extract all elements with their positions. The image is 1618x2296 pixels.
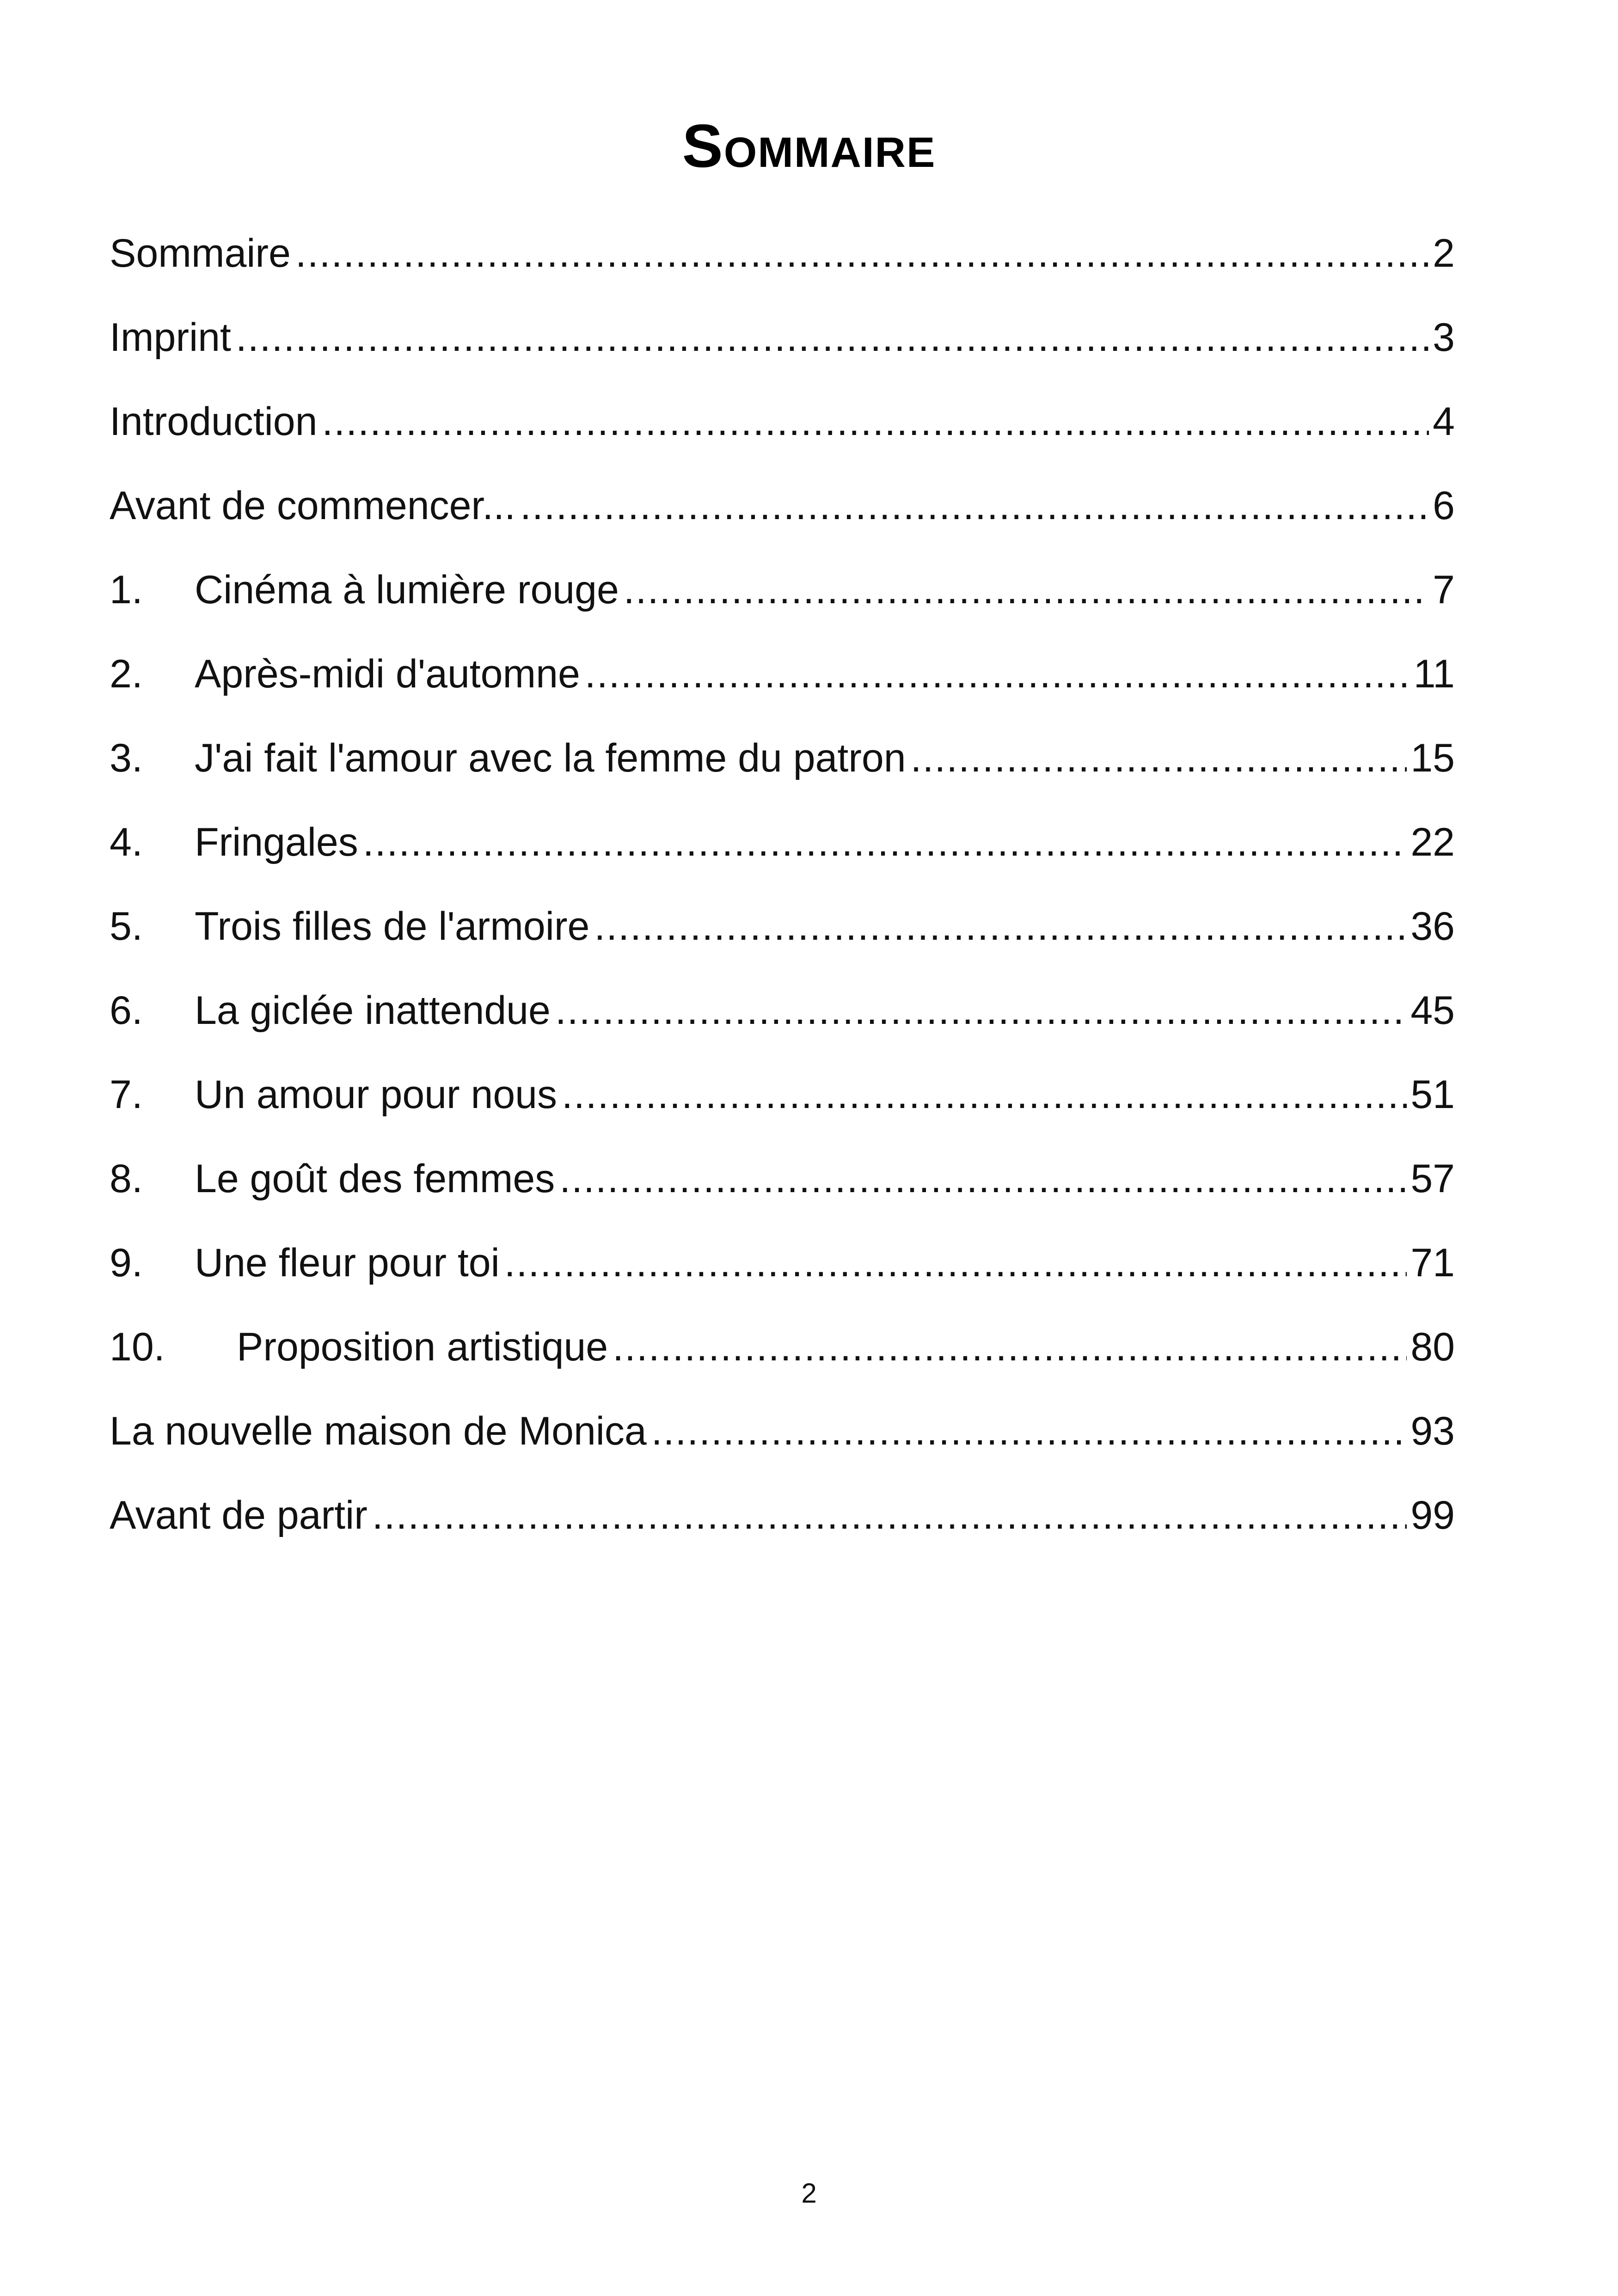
toc-entry-number: 5. <box>110 904 143 949</box>
toc-entry-title: Avant de commencer... <box>110 484 515 528</box>
toc-entry-title: La giclée inattendue <box>195 988 551 1033</box>
toc-entry-number: 2. <box>110 652 143 696</box>
dot-leader <box>613 1327 1407 1367</box>
toc-entry-title: Cinéma à lumière rouge <box>195 568 619 612</box>
toc-entry-page: 4 <box>1433 399 1455 444</box>
dot-leader <box>555 991 1407 1030</box>
dot-leader <box>559 1159 1407 1199</box>
dot-leader <box>236 318 1429 357</box>
table-of-contents <box>110 233 1455 1580</box>
toc-entry-page: 3 <box>1433 315 1455 360</box>
toc-entry-chapter-7[interactable] <box>110 1072 1455 1159</box>
toc-entry-title: Fringales <box>195 820 358 864</box>
dot-leader <box>520 486 1429 526</box>
toc-entry-page: 36 <box>1410 904 1455 949</box>
toc-entry-title: Une fleur pour toi <box>195 1241 500 1285</box>
dot-leader <box>363 822 1407 862</box>
toc-entry-page: 15 <box>1410 736 1455 780</box>
toc-entry-page: 6 <box>1433 484 1455 528</box>
toc-entry-page: 71 <box>1410 1241 1455 1285</box>
toc-entry-page: 80 <box>1410 1325 1455 1369</box>
toc-entry-title: La nouvelle maison de Monica <box>110 1409 647 1453</box>
toc-entry-chapter-5[interactable] <box>110 906 1455 991</box>
toc-entry-page: 51 <box>1410 1072 1455 1117</box>
dot-leader <box>624 570 1429 610</box>
toc-entry-page: 57 <box>1410 1157 1455 1201</box>
toc-entry-title: Après-midi d'automne <box>195 652 580 696</box>
toc-entry-chapter-6[interactable] <box>110 988 1455 1075</box>
toc-entry-title: Trois filles de l'armoire <box>195 904 590 949</box>
toc-entry-page: 45 <box>1410 988 1455 1033</box>
toc-entry-number: 9. <box>110 1241 143 1285</box>
dot-leader <box>504 1243 1407 1283</box>
dot-leader <box>911 738 1407 778</box>
toc-entry-page: 2 <box>1433 231 1455 276</box>
toc-entry-page: 22 <box>1410 820 1455 864</box>
dot-leader <box>562 1075 1407 1114</box>
page-number: 2 <box>801 2178 817 2209</box>
toc-entry-title: Imprint <box>110 315 231 360</box>
toc-entry-number: 8. <box>110 1157 143 1201</box>
toc-entry-chapter-10[interactable] <box>110 1327 1455 1411</box>
toc-entry-chapter-3[interactable] <box>110 738 1455 822</box>
dot-leader <box>594 906 1407 946</box>
toc-entry-title: Proposition artistique <box>237 1325 608 1369</box>
toc-entry-number: 7. <box>110 1072 143 1117</box>
dot-leader <box>322 402 1429 441</box>
page-title: Sommaire <box>682 112 936 180</box>
toc-entry-number: 6. <box>110 988 143 1033</box>
toc-entry-title: Un amour pour nous <box>195 1072 557 1117</box>
toc-entry-avant-de-partir[interactable] <box>110 1495 1455 1580</box>
toc-entry-number: 1. <box>110 568 143 612</box>
toc-entry-page: 93 <box>1410 1409 1455 1453</box>
toc-entry-title: Avant de partir <box>110 1493 368 1537</box>
toc-entry-page: 99 <box>1410 1493 1455 1537</box>
toc-entry-page: 11 <box>1413 652 1455 696</box>
dot-leader <box>651 1411 1407 1451</box>
dot-leader <box>585 654 1410 694</box>
toc-entry-chapter-9[interactable] <box>110 1243 1455 1327</box>
toc-entry-number: 3. <box>110 736 143 780</box>
toc-entry-title: Sommaire <box>110 231 291 276</box>
toc-entry-chapter-2[interactable] <box>110 654 1455 738</box>
toc-entry-number: 4. <box>110 820 143 864</box>
toc-entry-chapter-8[interactable] <box>110 1159 1455 1243</box>
toc-entry-chapter-4[interactable] <box>110 822 1455 906</box>
toc-entry-avant-de-commencer[interactable] <box>110 486 1455 570</box>
toc-entry-introduction[interactable] <box>110 399 1455 486</box>
toc-entry-imprint[interactable] <box>110 315 1455 402</box>
toc-entry-page: 7 <box>1433 568 1455 612</box>
toc-entry-chapter-1[interactable] <box>110 570 1455 654</box>
dot-leader <box>372 1495 1407 1535</box>
toc-entry-sommaire[interactable] <box>110 233 1455 318</box>
toc-entry-number: 10. <box>110 1325 165 1369</box>
toc-entry-title: J'ai fait l'amour avec la femme du patron <box>195 736 906 780</box>
dot-leader <box>295 233 1429 273</box>
toc-entry-title: Le goût des femmes <box>195 1157 555 1201</box>
toc-entry-nouvelle-maison[interactable] <box>110 1411 1455 1495</box>
toc-entry-title: Introduction <box>110 399 318 444</box>
